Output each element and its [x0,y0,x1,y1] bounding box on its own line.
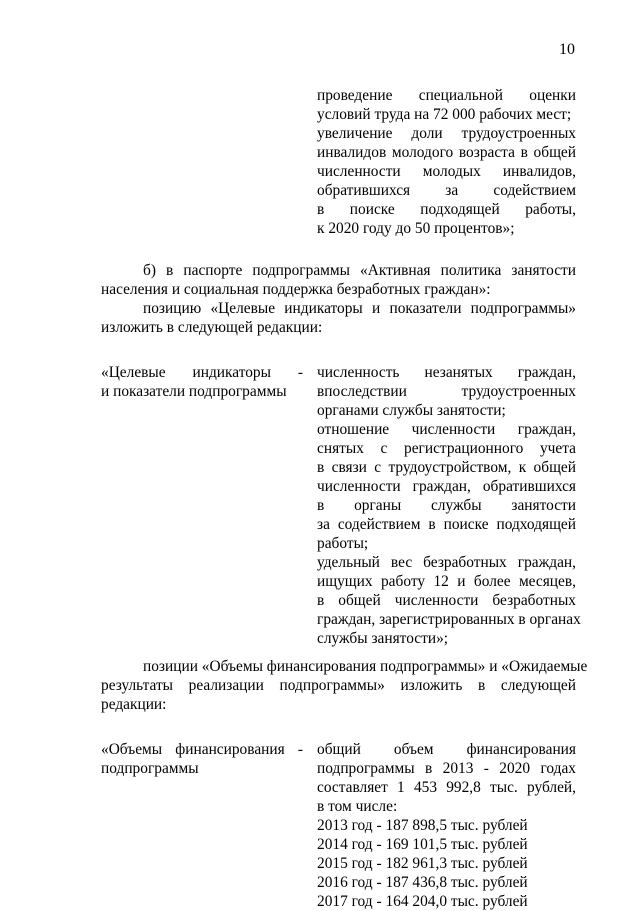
text-line: изложить в следующей редакции: [101,319,323,336]
indicator-line: за содействием в поиске подходящей [317,516,576,533]
indicator-line: в общей численности безработных [317,592,576,609]
indicator-line: в органы службы занятости [317,497,576,514]
indicator-line: граждан, зарегистрированных в органах [317,611,581,628]
funding-line: составляет 1 453 992,8 тыс. рублей, [317,779,576,796]
indicator-line: численность незанятых граждан, [317,364,576,381]
indicator-line: ищущих работу 12 и более месяцев, [317,573,576,590]
funding-year-line: 2016 год - 187 436,8 тыс. рублей [317,874,528,891]
text-line: населения и социальная поддержка безработных граждан»: [101,281,491,298]
funding-year-line: 2013 год - 187 898,5 тыс. рублей [317,817,528,834]
funding-year-line: 2015 год - 182 961,3 тыс. рублей [317,855,528,872]
text-line: условий труда на 72 000 рабочих мест; [317,106,572,123]
indicator-line: отношение численности граждан, [317,421,576,438]
indicator-line: снятых с регистрационного учета [317,440,576,457]
indicator-line: органами службы занятости; [317,402,506,419]
text-line: результаты реализации подпрограммы» изложить в следующей [101,677,576,694]
funding-line: в том числе: [317,798,398,815]
indicator-line: в связи с трудоустройством, к общей [317,459,576,476]
funding-line: общий объем финансирования [317,741,576,758]
text-line: к 2020 году до 50 процентов»; [317,220,515,237]
text-line: в поиске подходящей работы, [317,201,576,218]
text-line: позицию «Целевые индикаторы и показатели подпрограммы» [143,300,576,317]
indicator-line: службы занятости»; [317,630,449,647]
indicator-line: впоследствии трудоустроенных [317,383,576,400]
funding-year-line: 2014 год - 169 101,5 тыс. рублей [317,836,528,853]
indicators-label-line: «Целевые индикаторы - [101,364,303,381]
text-line: б) в паспорте подпрограммы «Активная политика занятости [143,262,576,279]
funding-year-line: 2017 год - 164 204,0 тыс. рублей [317,893,528,910]
text-line: инвалидов молодого возраста в общей [317,144,576,161]
funding-label-line: подпрограммы [101,760,199,777]
funding-label-line: «Объемы финансирования - [101,741,303,758]
text-line: обратившихся за содействием [317,182,576,199]
text-line: редакции: [101,696,167,713]
page-number: 10 [559,41,575,58]
indicator-line: удельный вес безработных граждан, [317,554,576,571]
text-line: проведение специальной оценки [317,87,576,104]
indicator-line: численности граждан, обратившихся [317,478,576,495]
text-line: позиции «Объемы финансирования подпрограммы» и «Ожидаемые [143,658,588,675]
indicators-label-line: и показатели подпрограммы [101,383,287,400]
text-line: увеличение доли трудоустроенных [317,125,576,142]
indicator-line: работы; [317,535,369,552]
funding-line: подпрограммы в 2013 - 2020 годах [317,760,576,777]
text-line: численности молодых инвалидов, [317,163,576,180]
